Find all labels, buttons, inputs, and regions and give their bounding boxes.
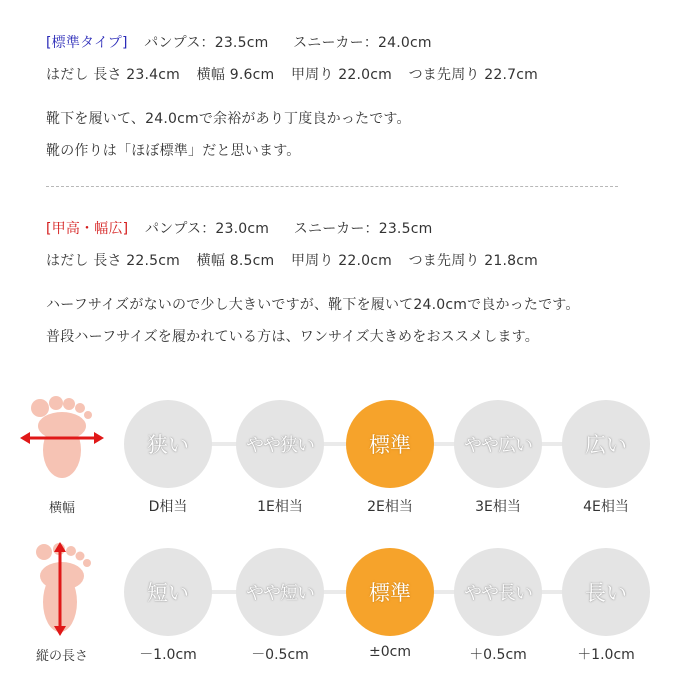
width-scale-caption-2: 2E相当 xyxy=(367,499,413,515)
standard-tag: [標準タイプ] xyxy=(46,35,128,51)
wide-barefoot-length: はだし 長さ 22.5cm xyxy=(46,253,181,269)
width-scale-caption-1: 1E相当 xyxy=(257,499,303,515)
standard-instep: 甲周り 22.0cm xyxy=(290,67,392,83)
standard-spec-line1 xyxy=(46,32,432,52)
section-divider xyxy=(46,186,618,187)
length-scale-caption-2: ±0cm xyxy=(369,644,411,660)
wide-pumps: パンプス：23.0cm xyxy=(144,221,270,237)
length-scale-level-0: 短い xyxy=(124,548,212,636)
width-scale-level-4: 広い xyxy=(562,400,650,488)
standard-barefoot-length: はだし 長さ 23.4cm xyxy=(46,67,181,83)
foot-width-icon xyxy=(18,392,108,482)
wide-spec-line1 xyxy=(46,218,432,238)
standard-pumps: パンプス：23.5cm xyxy=(144,35,269,51)
wide-instep: 甲周り 22.0cm xyxy=(290,253,392,269)
wide-comment1: ハーフサイズがないので少し大きいですが、靴下を履いて24.0cmで良かったです。 xyxy=(46,297,580,313)
length-scale-label: 縦の長さ xyxy=(35,649,88,664)
width-scale-label: 横幅 xyxy=(48,501,75,516)
width-scale-caption-0: D相当 xyxy=(148,499,188,515)
length-scale-caption-4: ＋1.0cm xyxy=(577,647,635,663)
standard-sneaker: スニーカー：24.0cm xyxy=(293,35,432,51)
width-scale-level-3: やや広い xyxy=(454,400,542,488)
standard-comment1: 靴下を履いて、24.0cmで余裕があり丁度良かったです。 xyxy=(46,111,411,127)
width-scale-caption-3: 3E相当 xyxy=(475,499,521,515)
length-scale-level-1: やや短い xyxy=(236,548,324,636)
length-scale-caption-3: ＋0.5cm xyxy=(469,647,527,663)
length-scale-level-4: 長い xyxy=(562,548,650,636)
length-scale-caption-0: －1.0cm xyxy=(139,647,197,663)
wide-spec-line2 xyxy=(46,250,538,270)
standard-toe: つま先周り 22.7cm xyxy=(408,67,538,83)
width-scale-level-1: やや狭い xyxy=(236,400,324,488)
standard-width: 横幅 9.6cm xyxy=(196,67,275,83)
wide-tag: [甲高・幅広] xyxy=(46,221,129,237)
wide-toe: つま先周り 21.8cm xyxy=(408,253,538,269)
foot-length-icon xyxy=(18,540,108,640)
width-scale-level-2: 標準 xyxy=(346,400,434,488)
length-scale-level-2: 標準 xyxy=(346,548,434,636)
length-scale-level-3: やや長い xyxy=(454,548,542,636)
width-scale-caption-4: 4E相当 xyxy=(583,499,629,515)
wide-width: 横幅 8.5cm xyxy=(196,253,275,269)
standard-comment2: 靴の作りは「ほぼ標準」だと思います。 xyxy=(46,143,301,159)
wide-sneaker: スニーカー：23.5cm xyxy=(293,221,433,237)
length-scale-caption-1: －0.5cm xyxy=(251,647,309,663)
width-scale-level-0: 狭い xyxy=(124,400,212,488)
standard-spec-line2 xyxy=(46,64,538,84)
wide-comment2: 普段ハーフサイズを履かれている方は、ワンサイズ大きめをおススメします。 xyxy=(46,329,539,345)
